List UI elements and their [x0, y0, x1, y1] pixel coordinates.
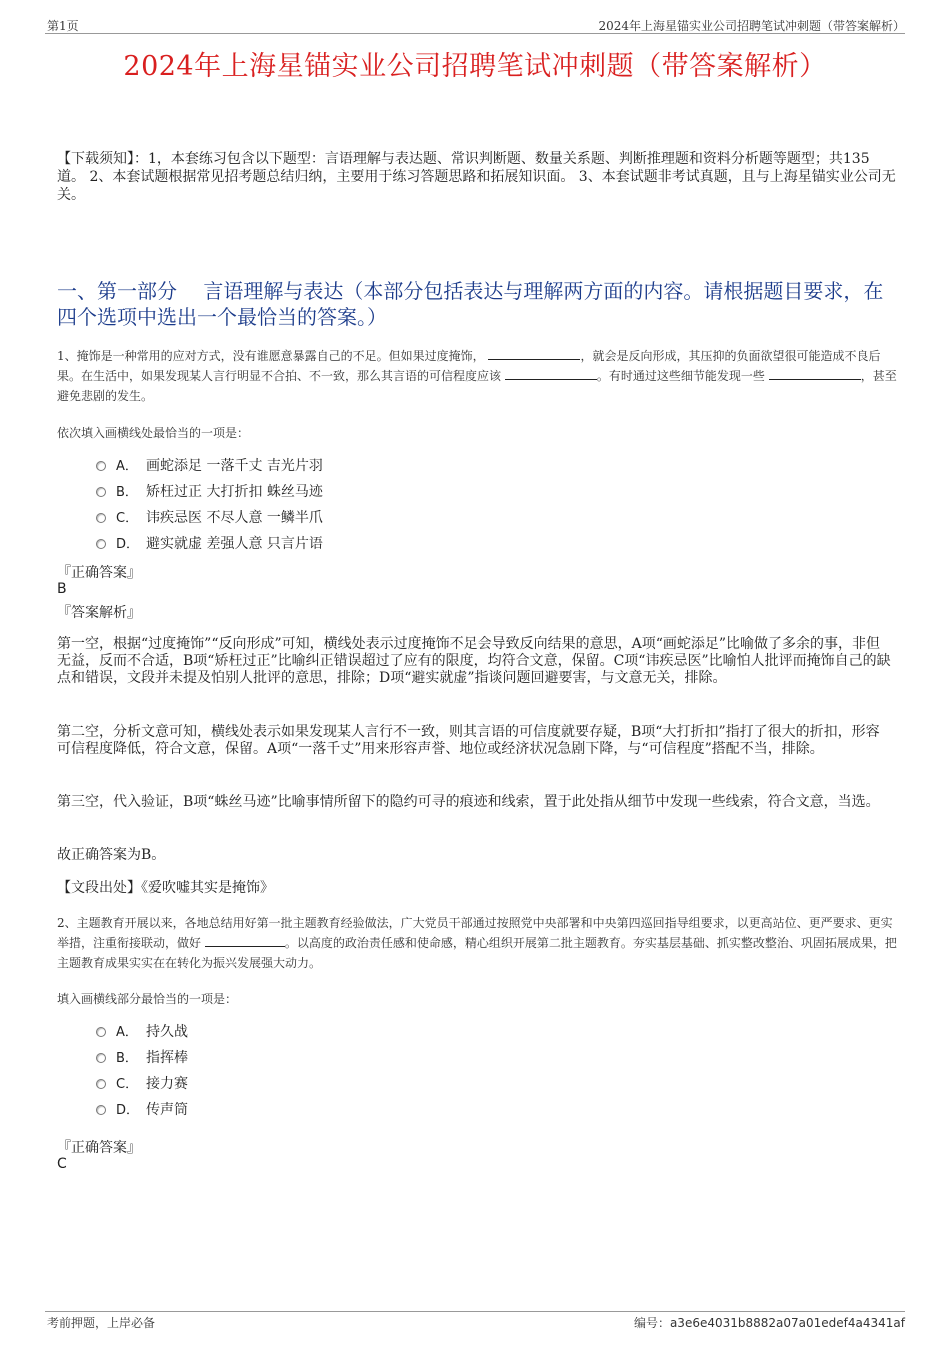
q1-prompt: 依次填入画横线处最恰当的一项是： — [57, 426, 250, 440]
q1-answer: B — [57, 581, 67, 597]
q1-analysis-paragraph: 第二空，分析文意可知，横线处表示如果发现某人言行不一致，则其言语的可信度就要存疑，B项“大打折扣”指打了很大的折扣，形容可信程度降低，符合文意，保留。A项“一落千丈”用来形容声誉、地位或经济状况急剧下降，与“可信程度”搭配不当，排除。 — [57, 724, 880, 757]
q1-analysis-label: 『答案解析』 — [57, 605, 141, 621]
q1-option-a[interactable] — [96, 456, 323, 476]
radio-icon[interactable] — [96, 1053, 106, 1063]
radio-icon[interactable] — [96, 513, 106, 523]
footer-code — [634, 1314, 905, 1331]
radio-icon[interactable] — [96, 461, 106, 471]
option-letter: A． — [116, 459, 138, 474]
q2-option-a[interactable] — [96, 1022, 188, 1042]
page-title: 2024年上海星锚实业公司招聘笔试冲刺题（带答案解析） — [123, 51, 827, 82]
option-text: 指挥棒 — [146, 1050, 188, 1066]
option-letter: D． — [116, 1103, 140, 1118]
q1-source: 【文段出处】《爱吹嘘其实是掩饰》 — [57, 880, 274, 896]
option-letter: B． — [116, 485, 138, 500]
option-text: 画蛇添足 一落千丈 吉光片羽 — [146, 458, 323, 474]
footer-code-value: a3e6e4031b8882a07a01edef4a4341af — [669, 1316, 905, 1330]
footer-divider — [45, 1311, 905, 1312]
option-text: 传声筒 — [146, 1102, 188, 1118]
q1-text-3: 。有时通过这些细节能发现一些 — [596, 369, 765, 383]
radio-icon[interactable] — [96, 1105, 106, 1115]
q1-option-c[interactable] — [96, 508, 323, 528]
option-text: 矫枉过正 大打折扣 蛛丝马迹 — [146, 484, 323, 500]
q1-answer-label: 『正确答案』 — [57, 565, 141, 581]
radio-icon[interactable] — [96, 487, 106, 497]
q1-option-b[interactable] — [96, 482, 323, 502]
option-letter: C． — [116, 511, 139, 526]
q2-text-2: 。以高度的政治责任感和使命感，精心组织开展第二批主题教育。夯实基层基础、抓实整改整治、巩固拓展成果，把主题教育成果实实在在转化为振兴发展强大动力。 — [57, 936, 897, 970]
q1-text-2: ，就会是反向形成，其压抑的负面欲望很可能造成不良后果。在生活中，如果发现某人言行明显不合拍、不一致，那么其言语的可信程度应该 — [57, 349, 881, 383]
option-text: 避实就虚 差强人意 只言片语 — [146, 536, 323, 552]
q1-analysis-paragraph: 第一空，根据“过度掩饰”“反向形成”可知，横线处表示过度掩饰不足会导致反向结果的意思，A项“画蛇添足”比喻做了多余的事，非但无益，反而不合适，B项“矫枉过正”比喻纠正错误超过了应有的限度，均符合文意，保留。C项“讳疾忌医”比喻怕人批评而掩饰自己的缺点和错误，文段并未提及怕别人批评的意思，排除；D项“避实就虚”指谈问题回避要害，与文意无关，排除。 — [57, 636, 891, 686]
q2-prompt: 填入画横线部分最恰当的一项是： — [57, 992, 238, 1006]
q2-answer: C — [57, 1156, 67, 1172]
footer-code-label: 编号： — [633, 1316, 670, 1330]
option-letter: D． — [116, 537, 140, 552]
q1-blank-1 — [488, 347, 580, 360]
q2-blank-1 — [205, 934, 285, 947]
question-2-stem — [57, 913, 897, 973]
radio-icon[interactable] — [96, 1027, 106, 1037]
option-text: 接力赛 — [146, 1076, 188, 1092]
page-number: 第1页 — [47, 19, 79, 33]
option-letter: A． — [116, 1025, 138, 1040]
q1-option-d[interactable] — [96, 534, 323, 554]
option-text: 讳疾忌医 不尽人意 一鳞半爪 — [146, 510, 323, 526]
question-1-stem — [57, 346, 897, 406]
q2-option-d[interactable] — [96, 1100, 188, 1120]
q1-analysis-conclusion: 故正确答案为B。 — [57, 847, 166, 863]
radio-icon[interactable] — [96, 539, 106, 549]
q1-blank-2 — [505, 367, 597, 380]
section-heading: 一、第一部分 言语理解与表达（本部分包括表达与理解两方面的内容。请根据题目要求，在四个选项中选出一个最恰当的答案。） — [57, 279, 884, 329]
q1-text-4: ，甚至避免悲剧的发生。 — [57, 369, 897, 403]
q2-answer-label: 『正确答案』 — [57, 1140, 141, 1156]
footer-slogan: 考前押题，上岸必备 — [47, 1316, 156, 1330]
q1-analysis-paragraph: 第三空，代入验证，B项“蛛丝马迹”比喻事情所留下的隐约可寻的痕迹和线索，置于此处指从细节中发现一些线索，符合文意，当选。 — [57, 794, 880, 810]
radio-icon[interactable] — [96, 1079, 106, 1089]
header-divider — [45, 33, 905, 34]
q1-text-1: 1、掩饰是一种常用的应对方式，没有谁愿意暴露自己的不足。但如果过度掩饰， — [57, 349, 485, 363]
q1-blank-3 — [769, 367, 861, 380]
q2-option-c[interactable] — [96, 1074, 188, 1094]
option-text: 持久战 — [146, 1024, 188, 1040]
download-notice: 【下载须知】：1，本套练习包含以下题型：言语理解与表达题、常识判断题、数量关系题、判断推理题和资料分析题等题型；共135道。 2、本套试题根据常见招考题总结归纳，主要用于练习答题思路和拓展知识面。 3、本套试题非考试真题，且与上海星锚实业公司无关。 — [57, 151, 896, 203]
header-doc-title: 2024年上海星锚实业公司招聘笔试冲刺题（带答案解析） — [598, 19, 905, 33]
q2-option-b[interactable] — [96, 1048, 188, 1068]
option-letter: C． — [116, 1077, 139, 1092]
q2-text-1: 2、主题教育开展以来，各地总结用好第一批主题教育经验做法，广大党员干部通过按照党中央部署和中央第四巡回指导组要求，以更高站位、更严要求、更实举措，注重衔接联动，做好 — [57, 916, 893, 950]
option-letter: B． — [116, 1051, 138, 1066]
